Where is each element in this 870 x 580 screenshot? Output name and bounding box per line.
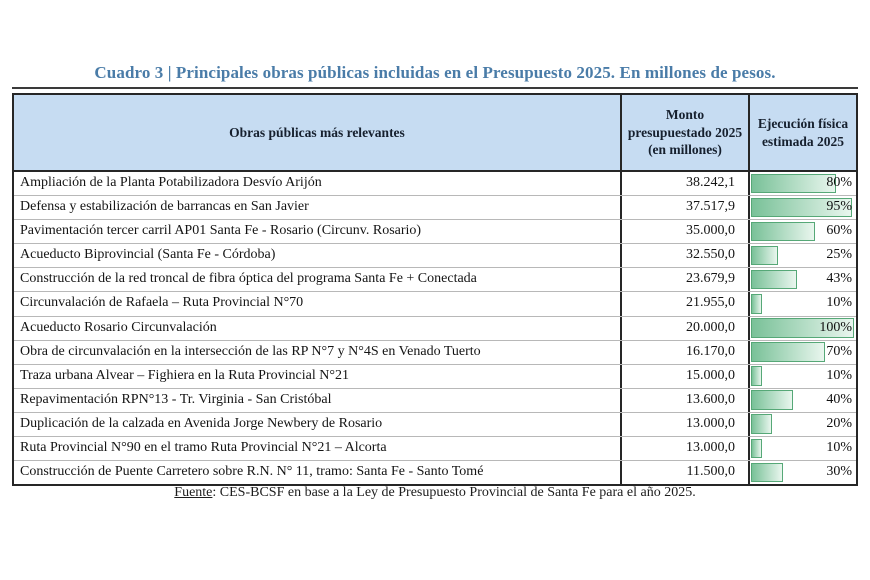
column-header-monto: Monto presupuestado 2025 (en millones) <box>620 95 748 170</box>
execution-progress-bar <box>751 390 793 410</box>
execution-progress-bar <box>751 222 815 242</box>
ejecucion-cell <box>748 389 856 412</box>
ejecucion-cell <box>748 413 856 436</box>
ejecucion-cell <box>748 341 856 364</box>
execution-percentage-label: 43% <box>826 271 852 287</box>
monto-cell: 23.679,9 <box>620 268 748 291</box>
obra-name-cell: Duplicación de la calzada en Avenida Jorge Newbery de Rosario <box>20 415 383 431</box>
ejecucion-cell <box>748 244 856 267</box>
ejecucion-cell <box>748 292 856 315</box>
table-row <box>14 316 856 340</box>
table-row <box>14 243 856 267</box>
table-row <box>14 436 856 460</box>
source-note <box>0 485 870 501</box>
monto-cell: 35.000,0 <box>620 220 748 243</box>
execution-progress-bar <box>751 463 783 483</box>
budget-works-table <box>12 93 858 486</box>
ejecucion-cell <box>748 172 856 195</box>
execution-progress-bar <box>751 439 762 459</box>
obra-name-cell: Construcción de la red troncal de fibra óptica del programa Santa Fe + Conectada <box>20 271 477 287</box>
monto-cell: 13.000,0 <box>620 413 748 436</box>
monto-cell: 13.000,0 <box>620 437 748 460</box>
source-text: : CES-BCSF en base a la Ley de Presupuesto Provincial de Santa Fe para el año 2025. <box>212 485 696 500</box>
execution-progress-bar <box>751 414 772 434</box>
table-row <box>14 219 856 243</box>
execution-progress-bar <box>751 294 762 314</box>
source-label: Fuente <box>174 485 213 500</box>
ejecucion-cell <box>748 461 856 484</box>
obra-name-cell: Ampliación de la Planta Potabilizadora Desvío Arijón <box>20 175 322 190</box>
table-row <box>14 460 856 484</box>
table-row <box>14 195 856 219</box>
execution-percentage-label: 70% <box>826 343 852 359</box>
table-header-row <box>14 95 856 172</box>
execution-percentage-label: 60% <box>826 223 852 239</box>
execution-progress-bar <box>751 246 778 266</box>
obra-name-cell: Construcción de Puente Carretero sobre R.N. N° 11, tramo: Santa Fe - Santo Tomé <box>20 464 484 480</box>
monto-cell: 20.000,0 <box>620 317 748 340</box>
obra-name-cell: Pavimentación tercer carril AP01 Santa Fe - Rosario (Circunv. Rosario) <box>20 223 422 239</box>
column-header-ejecucion: Ejecución física estimada 2025 <box>748 95 856 170</box>
monto-cell: 11.500,0 <box>620 461 748 484</box>
table-row <box>14 412 856 436</box>
table-body <box>14 172 856 484</box>
obra-name-cell: Traza urbana Alvear – Fighiera en la Ruta Provincial N°21 <box>20 367 349 383</box>
ejecucion-cell <box>748 317 856 340</box>
execution-percentage-label: 40% <box>826 391 852 407</box>
monto-cell: 37.517,9 <box>620 196 748 219</box>
ejecucion-cell <box>748 220 856 243</box>
execution-progress-bar <box>751 174 836 194</box>
execution-percentage-label: 10% <box>826 440 852 456</box>
obra-name-cell: Ruta Provincial N°90 en el tramo Ruta Provincial N°21 – Alcorta <box>20 440 387 456</box>
table-row <box>14 388 856 412</box>
execution-percentage-label: 100% <box>819 319 852 335</box>
monto-cell: 38.242,1 <box>620 172 748 195</box>
table-row <box>14 267 856 291</box>
monto-cell: 32.550,0 <box>620 244 748 267</box>
monto-cell: 13.600,0 <box>620 389 748 412</box>
obra-name-cell: Acueducto Biprovincial (Santa Fe - Córdoba) <box>20 247 276 263</box>
ejecucion-cell <box>748 437 856 460</box>
execution-percentage-label: 10% <box>826 367 852 383</box>
execution-percentage-label: 25% <box>826 247 852 263</box>
execution-percentage-label: 95% <box>826 199 852 215</box>
obra-name-cell: Obra de circunvalación en la intersección de las RP N°7 y N°4S en Venado Tuerto <box>20 343 481 359</box>
obra-name-cell: Defensa y estabilización de barrancas en San Javier <box>20 199 309 215</box>
monto-cell: 15.000,0 <box>620 365 748 388</box>
obra-name-cell: Acueducto Rosario Circunvalación <box>20 319 217 335</box>
monto-cell: 21.955,0 <box>620 292 748 315</box>
execution-progress-bar <box>751 270 797 290</box>
table-row <box>14 340 856 364</box>
obra-name-cell: Circunvalación de Rafaela – Ruta Provincial N°70 <box>20 295 304 311</box>
monto-cell: 16.170,0 <box>620 341 748 364</box>
execution-percentage-label: 30% <box>826 464 852 480</box>
table-title: Cuadro 3 | Principales obras públicas incluidas en el Presupuesto 2025. En millones de pesos. <box>94 63 776 82</box>
column-header-obras: Obras públicas más relevantes <box>229 124 405 140</box>
execution-percentage-label: 10% <box>826 295 852 311</box>
table-row <box>14 172 856 195</box>
execution-progress-bar <box>751 366 762 386</box>
obra-name-cell: Repavimentación RPN°13 - Tr. Virginia - San Cristóbal <box>20 391 332 407</box>
ejecucion-cell <box>748 268 856 291</box>
title-rule <box>12 87 858 89</box>
execution-percentage-label: 20% <box>826 415 852 431</box>
ejecucion-cell <box>748 365 856 388</box>
execution-percentage-label: 80% <box>826 175 852 190</box>
execution-progress-bar <box>751 342 825 362</box>
table-row <box>14 364 856 388</box>
ejecucion-cell <box>748 196 856 219</box>
table-row <box>14 291 856 315</box>
